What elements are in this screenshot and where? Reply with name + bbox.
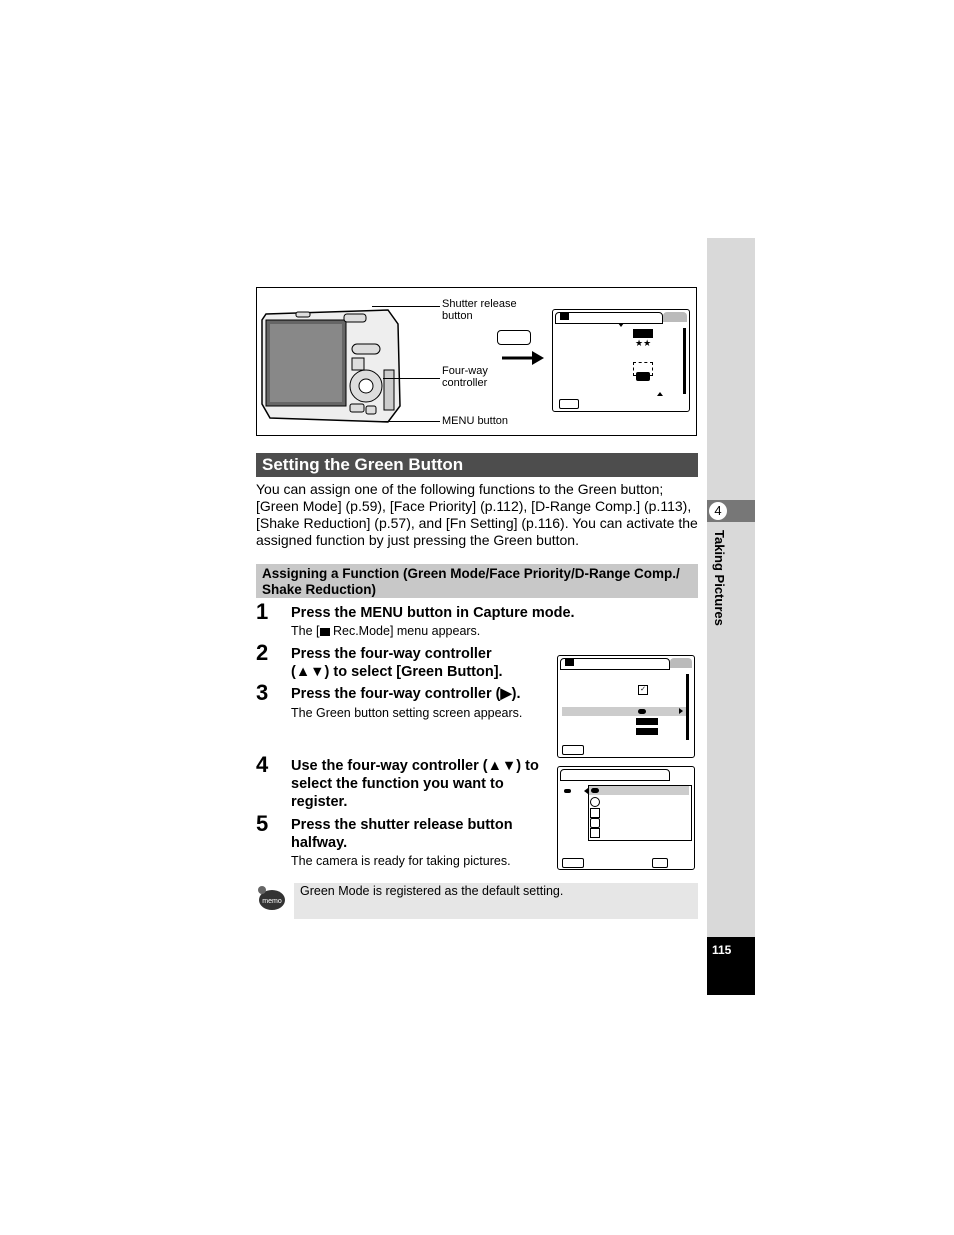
step-number: 3 — [256, 680, 269, 705]
step-text: Press the four-way controller (▶). — [291, 686, 521, 702]
face-priority-icon — [590, 797, 600, 807]
green-button-row — [562, 707, 686, 716]
leader-line — [368, 421, 440, 422]
chapter-title: Taking Pictures — [712, 530, 727, 626]
four-way-controller-label: Four-way controller — [442, 365, 488, 389]
camera-illustration-icon — [258, 300, 408, 428]
green-mode-icon — [591, 788, 599, 793]
step-text: Press the shutter release button halfway. — [291, 817, 513, 851]
step-number: 4 — [256, 752, 269, 777]
step-note: The camera is ready for taking pictures. — [291, 854, 511, 868]
menu-soft-button-icon — [562, 858, 584, 868]
step-number: 1 — [256, 599, 269, 624]
menu-soft-button-icon — [559, 399, 579, 409]
shutter-release-label: Shutter release button — [442, 298, 517, 322]
step-note: The [ Rec.Mode] menu appears. — [291, 624, 481, 638]
camera-icon — [565, 659, 574, 666]
scroll-up-icon — [618, 323, 624, 327]
checkbox-icon: ✓ — [638, 685, 648, 695]
step-text: Press the four-way controller (▲▼) to select [Green Button]. — [291, 646, 503, 680]
chapter-number: 4 — [709, 502, 727, 520]
screen-tab — [560, 769, 670, 781]
rec-mode-menu-screen — [552, 309, 690, 412]
setup-tab — [670, 658, 692, 668]
quality-stars: ★★ — [635, 338, 652, 348]
menu-button-label: MENU button — [442, 415, 509, 427]
leader-line — [383, 378, 440, 379]
green-button-icon — [638, 709, 646, 714]
memo-icon — [256, 884, 286, 912]
function-select-screen — [557, 766, 695, 870]
scroll-down-icon — [657, 392, 663, 396]
step-number: 5 — [256, 811, 269, 836]
svg-text:memo: memo — [262, 898, 282, 905]
ok-soft-button-icon — [652, 858, 668, 868]
green-button-icon — [564, 789, 571, 793]
camera-icon — [560, 313, 569, 320]
section-intro: You can assign one of the following functions to the Green button; [Green Mode] (p.59), [Face Priority] (p.112), [D-Range Comp.] (p.113), [Shake Reduction] (p.57), and [Fn Setting] (p.116). You can activate the assigned function by just pressing the Green button. — [256, 481, 698, 548]
step-text: Press the MENU button in Capture mode. — [291, 605, 575, 621]
menu-button-icon — [497, 330, 531, 345]
selected-value — [633, 329, 653, 338]
section-title: Setting the Green Button — [256, 453, 698, 477]
step-note: The Green button setting screen appears. — [291, 706, 523, 720]
page-number: 115 — [712, 943, 732, 957]
menu-soft-button-icon — [562, 745, 584, 755]
camera-icon — [320, 628, 330, 636]
d-range-icon — [590, 808, 600, 818]
leader-line — [372, 306, 440, 307]
setting-icon — [636, 728, 658, 735]
subsection-title: Assigning a Function (Green Mode/Face Priority/D-Range Comp./ Shake Reduction) — [256, 564, 698, 598]
scrollbar — [683, 328, 686, 394]
function-row-selected — [589, 786, 689, 795]
arrow-right-icon — [502, 350, 544, 366]
fn-setting-icon — [590, 828, 600, 838]
rec-mode-tab — [555, 312, 663, 324]
step-number: 2 — [256, 640, 269, 665]
arrow-right-icon — [679, 708, 683, 714]
memo-text: Green Mode is registered as the default setting. — [300, 884, 564, 898]
rec-mode-tab — [560, 658, 670, 670]
metering-icon — [636, 372, 650, 381]
setting-icon — [636, 718, 658, 725]
scrollbar — [686, 674, 689, 740]
setup-tab — [663, 312, 687, 322]
step-text: Use the four-way controller (▲▼) to select the function you want to register. — [291, 758, 539, 810]
shake-reduction-icon — [590, 818, 600, 828]
green-button-menu-screen — [557, 655, 695, 758]
